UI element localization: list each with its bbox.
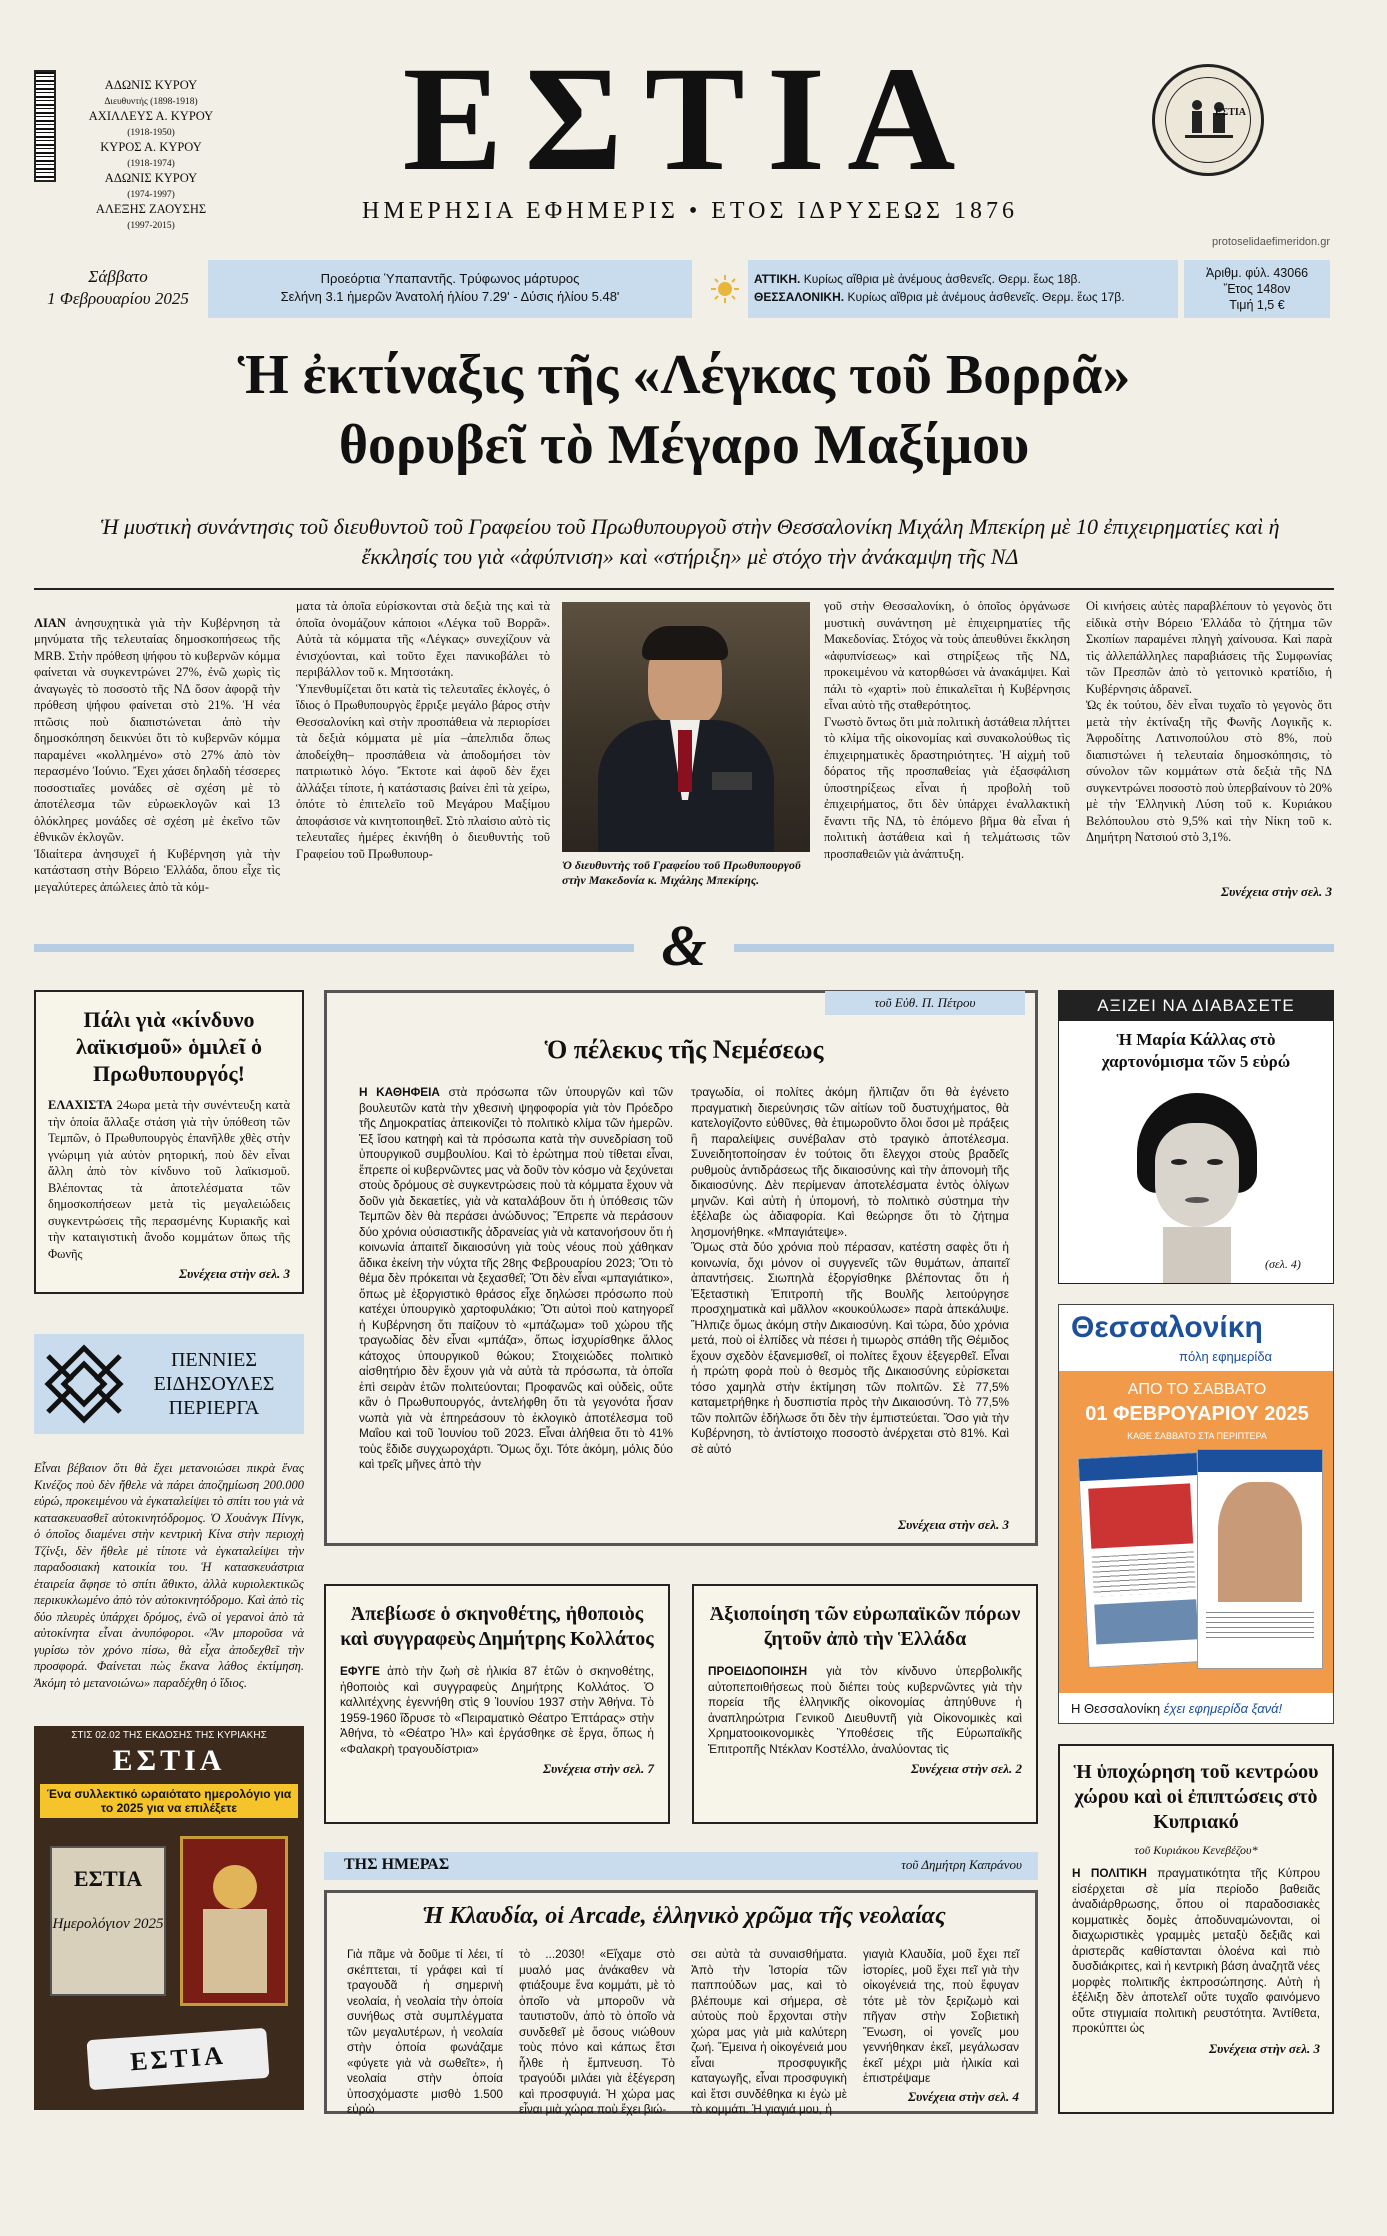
- masthead-title: ΕΣΤΙΑ: [402, 36, 978, 202]
- watermark: protoselidaefimeridon.gr: [1212, 236, 1331, 248]
- funds-box: [692, 1584, 1038, 1824]
- sun-icon: [710, 274, 740, 304]
- pennies-header: [34, 1334, 304, 1434]
- founder-3: ΚΥΡΟΣ Α. ΚΥΡΟΥ (1918-1974): [100, 140, 202, 169]
- of-the-day-title: Ἡ Κλαυδία, οἱ Arcade, ἑλληνικὸ χρῶμα τῆς νεολαίας: [422, 1903, 946, 1929]
- kollatos-text: ΕΦΥΓΕ ἀπὸ τὴν ζωὴ σὲ ἡλικία 87 ἐτῶν ὁ σκηνοθέτης, ἠθοποιὸς καὶ συγγραφεὺς Δημήτρης Κολλάτος. Ὁ καλλιτέχνης ἐγεννήθη στὶς 9 Ἰουνίου 1937 στὴν Ἀθήνα. Τὸ 1959-1960 ἵδρυσε τὸ «Πειραματικὸ Θέατρο Ἑπτάρας» στὴν Ἀθήνα, τὸ «Θέατρο Ἡλ» καὶ ἐργάσθηκε σὲ ἔργα, ὅπως ἡ «Φαλακρὴ τραγουδίστρια»: [340, 1664, 654, 1756]
- ad-brand: Θεσσαλονίκη: [1071, 1311, 1263, 1344]
- founder-2: ΑΧΙΛΛΕΥΣ Α. ΚΥΡΟΥ (1918-1950): [88, 109, 214, 138]
- founders-list: [62, 78, 240, 233]
- issue-date: 1 Φεβρουαρίου 2025: [47, 289, 189, 308]
- ad-footer-a: Η Θεσσαλονίκη: [1071, 1701, 1161, 1716]
- of-the-day-label: ΤΗΣ ΗΜΕΡΑΣ: [344, 1856, 450, 1873]
- funds-lead-word: ΠΡΟΕΙΔΟΠΟΙΗΣΗ: [708, 1664, 808, 1678]
- calendar-promo[interactable]: [34, 1726, 304, 2110]
- info-bar: [34, 256, 1330, 322]
- seal-figures-icon: [1177, 89, 1241, 153]
- lead-column-1: ΛΙΑΝ ἀνησυχητικὰ γιὰ τὴν Κυβέρνηση τὰ μηνύματα τῆς τελευταίας δημοσκοπήσεως τῆς MRB. Στὴν πρόθεση ψήφου τὸ κυβερνῶν κόμμα φαίνεται νὰ συγκεντρώνει 27%, ἐνῶ χωρὶς τὶς ἀναγωγὲς τὸ ποσοστὸ τῆς ΝΔ ὅσον ἀφορᾷ τὴν πρόθεση ψήφου φαίνεται στὸ 21%. Ἡ νέα πτῶσις ποὺ διαπιστώνεται ἀπὸ τὴν δημοσκόπηση δεικνύει ὅτι τὸ κυβερνῶν κόμμα παραμένει «κολλημένο» στὸ 27% ἀπὸ τὸν περασμένο Ἰούνιο. Ἔχει χάσει δηλαδὴ τέσσερες ποσοστιαῖες μονάδες σὲ σχέση μὲ τὸ ἀποτέλεσμα τῶν εὐρωεκλογῶν καὶ 13 ὁλόκληρες μονάδες σὲ σχέση μὲ ἐκεῖνο τῶν ἐθνικῶν ἐκλογῶν. Ἰδιαίτερα ἀνησυχεῖ ἡ Κυβέρνηση γιὰ τὴν κατάσταση στὴν Βόρειο Ἑλλάδα, ὅπου εἶχε τὶς μεγαλύτερες ἀπώλειες ἀπὸ τὰ κόμ-: [34, 615, 281, 894]
- cyprus-title: Ἡ ὑποχώρηση τοῦ κεντρώου χώρου καὶ οἱ ἐπιπτώσεις στὸ Κυπριακό: [1073, 1761, 1319, 1833]
- nemesis-lead-word: Η ΚΑΘΗΦΕΙΑ: [359, 1085, 440, 1099]
- cyprus-lead-word: Η ΠΟΛΙΤΙΚΗ: [1072, 1866, 1147, 1880]
- seal-text: ΕΣΤΙΑ: [1215, 107, 1246, 118]
- ad-paper-1: [1078, 1452, 1209, 1668]
- populism-title: Πάλι γιὰ «κίνδυνο λαϊκισμοῦ» ὁμιλεῖ ὁ Πρωθυπουργός!: [75, 1007, 263, 1086]
- lead-column-3: γοῦ στὴν Θεσσαλονίκη, ὁ ὁποῖος ὀργάνωσε μυστικὴ συνάντηση μὲ ἐπιχειρηματίες τῆς Μακεδονίας. Στόχος νὰ τοὺς ἀπευθύνει ἔκκληση «ἀφυπνίσεως» καὶ στηρίξεως τῆς ΝΔ, προκειμένου νὰ κατορθώσει νὰ ἀνακάμψει. Καὶ πάλι τὸ «χαρτὶ» ποὺ ἐπικαλεῖται ἡ Κυβέρνησις εἶναι αὐτὸ τῆς σταθερότητος. Γνωστὸ ὄντως ὅτι μιὰ πολιτικὴ ἀστάθεια πλήττει τὸ κλίμα τῆς οἰκονομίας καὶ συνακολούθως τὶς ἐπιχειρηματικὲς δραστηριότητες. Ἡ αἰχμὴ τοῦ δόρατος τῆς προσπαθείας γιὰ ἐξασφάλιση ὑποστηρίξεως εἶναι ἡ προβολὴ τοῦ ἐπιχειρήματος, ὅτι δὲν ὑπάρχει ἐναλλακτικὴ ἔναντι τῆς ΝΔ, τὸ ἑπόμενο βῆμα θὰ εἶναι ἡ πολιτικὴ ἀστάθεια καὶ ἡ τελμάτωσις τῶν προσπαθειῶν γιὰ ἀνάπτυξη.: [824, 599, 1070, 861]
- lead-rule: [34, 588, 1334, 590]
- separator-rule-left: [34, 944, 634, 952]
- kollatos-lead-word: ΕΦΥΓΕ: [340, 1664, 381, 1678]
- pennies-text: Εἶναι βέβαιον ὅτι θὰ ἔχει μετανοιώσει πικρὰ ἕνας Κινέζος ποὺ δὲν ἤθελε νὰ πάρει ἀποζημίωση 200.000 εὐρώ, προκειμένου νὰ ἐγκαταλείψει τὸ σπίτι του γιὰ νὰ κατασκευασθεῖ αὐτοκινητόδρομος. Ὁ Χουάνγκ Πίνγκ, ὁ ὁποῖος διαμένει στὴν κεντρικὴ Κίνα στὴν περιοχὴ Τζίνξι, δὲν ἤθελε μὲ τίποτε νὰ ἐγκαταλείψει τὴν παραδοσιακὴ κατοικία του. Ἡ κατασκευάστρια ἑταιρεία ἄφησε τὸ σπίτι ἄθικτο, ἀλλὰ κυριολεκτικῶς περικυκλωμένο ἀπὸ τὸν αὐτοκινητόδρομο. Καὶ ἀπὸ τὶς δύο πλευρὲς ὑπάρχει δρόμος, ἐνῶ οἱ γερανοὶ ἀπὸ τὰ αὐτοκίνητα εἶναι ἀνυπόφοροι. «Ἂν μποροῦσα νὰ γυρίσω τὸν χρόνο πίσω, θὰ εἶχα ἀποδεχθεῖ τὴν προσφορά. Φαίνεται πὼς ἔκανα λάθος ἐκτίμηση. Ἀκόμη τὸ μετανοιώνω» παραδέχθη ὁ ἴδιος.: [34, 1461, 304, 1690]
- issue-number: Ἀριθμ. φύλ. 43066: [1205, 266, 1309, 280]
- promo-top-text: ΣΤΙΣ 02.02 ΤΗΣ ΕΚΔΟΣΗΣ ΤΗΣ ΚΥΡΙΑΚΗΣ: [71, 1730, 267, 1741]
- lead-headline-line-2: θορυβεῖ τὸ Μέγαρο Μαξίμου: [338, 414, 1030, 476]
- kollatos-title: Ἀπεβίωσε ὁ σκηνοθέτης, ἠθοποιὸς καὶ συγγραφεὺς Δημήτρης Κολλάτος: [340, 1603, 654, 1650]
- of-the-day-column-1: Γιὰ πᾶμε νὰ δοῦμε τί λέει, τί σκέπτεται, τί γράφει καὶ τί τραγουδᾶ ἡ σημερινὴ νεολαία, ἡ νεολαία τὴν ὁποία συνήθως στὰ συμπλέγματα τῶν μεγαλυτέρων, ἡ νεολαία στὴν ὁποία φωνάζαμε «φύγετε γιὰ νὰ σωθεῖτε», ἡ νεολαία στὴν ὁποία ὑποσχόμαστε μισθὸ 1.500 εὐρὼ: [347, 1947, 503, 2116]
- lead-headline-line-1: Ἡ ἐκτίναξις τῆς «Λέγκας τοῦ Βορρᾶ»: [237, 344, 1131, 406]
- of-the-day-article: [324, 1890, 1038, 2114]
- ad-header: [1059, 1305, 1334, 1371]
- populism-lead-word: ΕΛΑΧΙΣΤΑ: [48, 1098, 113, 1112]
- funds-continue[interactable]: Συνέχεια στὴν σελ. 2: [911, 1761, 1022, 1776]
- separator-ampersand: &: [661, 913, 707, 978]
- saints-text: Προεόρτια Ὑπαπαντῆς. Τρύφωνος μάρτυρος: [320, 271, 580, 286]
- issue-day: Σάββατο: [88, 267, 148, 286]
- ad-paper-2: [1197, 1449, 1323, 1669]
- issue-year: Ἔτος 148ον: [1223, 282, 1291, 296]
- moon-text: Σελήνη 3.1 ἡμερῶν Ἀνατολή ἡλίου 7.29' - Δύσις ἡλίου 5.48': [280, 289, 620, 304]
- ad-line-2: 01 ΦΕΒΡΟΥΑΡΙΟΥ 2025: [1085, 1403, 1309, 1425]
- promo-icon-panel: [180, 1836, 288, 2006]
- almanac-block: [208, 260, 692, 318]
- promo-title: ΕΣΤΙΑ: [112, 1744, 226, 1777]
- promo-newspaper-roll: [86, 2028, 269, 2090]
- nemesis-byline: τοῦ Εὐθ. Π. Πέτρου: [825, 991, 1025, 1015]
- weather-block: [748, 260, 1178, 318]
- lead-continue[interactable]: Συνέχεια στὴν σελ. 3: [1221, 884, 1332, 899]
- ad-line-1: ΑΠΟ ΤΟ ΣΑΒΒΑΤΟ: [1127, 1381, 1267, 1398]
- lead-column-2: ματα τὰ ὁποῖα εὑρίσκονται στὰ δεξιὰ της καὶ τὰ ὁποῖα ὀνομάζουν κάποιοι «Λέγκα τοῦ Βορρᾶ». Αὐτὰ τὰ κόμματα τῆς «Λέγκας» συνεχίζουν νὰ ἐνισχύονται, καὶ τοῦτο ἔχει πανικοβάλει τὸ περιβάλλον τοῦ κ. Μητσοτάκη. Ὑπενθυμίζεται ὅτι κατὰ τὶς τελευταῖες ἐκλογές, ὁ ἴδιος ὁ Πρωθυπουργὸς ἔρριξε μεγάλο βάρος στὴν Θεσσαλονίκη καὶ στὴν προσπάθεια νὰ περιορίσει τὰ δεξιὰ κόμματα μὲ μία –ἀπελπιδα ὅπως ἀποδείχθη– προσπάθεια νὰ ἀποδομήσει τὸν πατριωτικὸ λόγο. Ἔκτοτε καὶ ἀφοῦ δὲν ἔχει ἀλλάξει τίποτε, ἡ κατάστασις βαίνει ἐπὶ τὰ χείρω, ὁπότε τὸ ἐπιτελεῖο τοῦ Μεγάρου Μαξίμου ἀποφάσισε νὰ κινητοποιηθεῖ. Στὸ πλαίσιο αὐτὸ τὶς τελευταῖες ἡμέρες ἐκινήθη ὁ διευθυντὴς τοῦ Γραφείου τοῦ Πρωθυπουρ-: [296, 599, 550, 861]
- of-the-day-column-3: σει αὐτὰ τὰ συναισθήματα. Ἀπὸ τὴν Ἱστορία τῶν παππούδων μας, καὶ τὸ βλέπουμε καὶ σήμερα, σὲ αὐτοὺς ποὺ ἔρχονται στὴν χώρα μας γιὰ μιὰ καλύτερη ζωή. Ἔμεινα ἡ οἰκογένειά μου εἶναι προσφυγικῆς καταγωγῆς, εἶναι προσφυγικὴ καὶ ἔτσι συνδέθηκα κι ἐγὼ μὲ τὸ κομμάτι. Ἡ γιαγιά μου, ἡ: [691, 1947, 847, 2116]
- issue-block: [1184, 260, 1330, 318]
- promo-book-title: ΕΣΤΙΑ: [73, 1866, 143, 1891]
- worth-reading-label: ΑΞΙΖΕΙ ΝΑ ΔΙΑΒΑΣΕΤΕ: [1059, 991, 1333, 1021]
- lead-headline: [34, 340, 1334, 480]
- ad-brand-sub: πόλη εφημερίδα: [1179, 1349, 1273, 1364]
- barcode: [34, 70, 56, 182]
- nemesis-column-1: Η ΚΑΘΗΦΕΙΑ στὰ πρόσωπα τῶν ὑπουργῶν καὶ τῶν βουλευτῶν κατὰ τὴν χθεσινὴ ψηφοφορία γιὰ τὸν Πρόεδρο τῆς Δημοκρατίας ἀπεικονίζει τὸ πολιτικὸ κλίμα τῶν ἡμερῶν. Ἐξ ἴσου κατηφὴ καὶ τὰ πρόσωπα κατὰ τὴν συνεδρίαση τοῦ ὑπουργικοῦ συμβουλίου. Καὶ τὸ ἐρώτημα ποὺ τίθεται εἶναι, ἔπρεπε οἱ κυβερνῶντες μας νὰ δοῦν τὸν κόσμο νὰ ξεχύνεται στοὺς δρόμους σὲ συγκεντρώσεις ποὺ τὰ κόμματα ἔχουν νὰ δοῦν γιὰ δεκαετίες, γιὰ νὰ καταλάβουν ὅτι ἡ ὑπόθεσις τῶν Τεμπῶν δὲν θὰ περάσει ἀνώδυνος; Ἔπρεπε νὰ περάσουν δύο χρόνια οὐσιαστικῆς ἀδρανείας γιὰ νὰ κατανοήσουν ὅτι ἡ κοινωνία ἀπαιτεῖ δικαιοσύνη γιὰ τοὺς νέους ποὺ χάθηκαν ἄδικα ἐκείνη τὴν νύχτα τῆς 28ης Φεβρουαρίου 2023; Ὅτι τὸ θέμα δὲν πρόκειται νὰ ξεχασθεῖ; Ὅτι δὲν εἶναι «μπαγιάτικο», ὅπως μὲ ἐξοργιστικὸ θράσος εἶχε δηλώσει πρόσωπο ποὺ κατέχει ὑπουργικὸ χαρτοφυλάκιο; Ὅτι αὐτοὶ ποὺ κατηγορεῖ ἡ Κυβέρνηση ὅτι παίζουν τὸ «μπάζωμα» τοῦ χώρου τῆς τραγωδίας δὲν εἶναι «μπάζα», ὅπως ἰσχυρίσθηκε ἄλλος κάτοχος ὑπουργικοῦ θώκου; Στοιχειώδες πολιτικὸ αἰσθητήριο δὲν ἔχουν γιὰ νὰ αὐτὰ τὰ πρόσωπα, τὰ ὁποῖα ἐπὶ σειρὰν ἐτῶν πολιτεύονται; Προφανῶς καὶ οὐδεὶς, οὔτε κἂν ὁ Πρωθυπουργός, ἀντελήφθη ὅτι τὰ γεγονότα ἦσαν νωπὰ γιὰ νὰ ἐπηρεάσουν τὸ ἐκλογικὸ ἀποτέλεσμα τοῦ Μαΐου καὶ τοῦ Ἰουνίου τοῦ 2023. Εἶναι ἀλήθεια ὅτι τὸ 41% τοὺς ἔδιδε συγχωροχάρτι. Ὅμως ὄχι. Τότε ἀκόμη, μόλις δύο καὶ τρεῖς μῆνες ἀπὸ τὴν: [359, 1085, 673, 1471]
- founder-1: ΑΔΩΝΙΣ ΚΥΡΟΥ Διευθυντής (1898-1918): [104, 78, 198, 107]
- founder-5: ΑΛΕΞΗΣ ΖΑΟΥΣΗΣ (1997-2015): [95, 202, 207, 231]
- lead-photo-caption: Ὁ διευθυντὴς τοῦ Γραφείου τοῦ Πρωθυπουργοῦ στὴν Μακεδονία κ. Μιχάλης Μπεκίρης.: [562, 858, 801, 887]
- of-the-day-column-4: γιαγιὰ Κλαυδία, μοῦ ἔχει πεῖ ἱστορίες, μοῦ ἔχει πεῖ γιὰ τὴν οἰκογένειά της, ποὺ ἔφυγαν τότε μὲ τὸν ξεριζωμὸ καὶ πῆγαν στὴν Σοβιετικὴ Ἕνωση, οἱ γονεῖς μου γεννήθηκαν ἐκεῖ, μεγάλωσαν ἐκεῖ μέχρι μιὰ ἡλικία καὶ ἐπιστρέψαμε: [863, 1947, 1019, 2085]
- worth-reading-continue: (σελ. 4): [1265, 1257, 1301, 1271]
- kollatos-box: [324, 1584, 670, 1824]
- cyprus-box: [1058, 1744, 1334, 2114]
- of-the-day-column-2: τὸ ...2030! «Εἴχαμε στὸ μυαλό μας ἀνάκαθεν νὰ φτιάξουμε ἕνα κομμάτι, μὲ τὸ ὁποῖο νὰ μποροῦν νὰ ταυτιστοῦν, ἀπὸ τὸ ὁποῖο νὰ συνδεθεῖ μὲ ὅσους νιώθουν τοὺς πόνο καὶ κάπως ἔτσι ἦλθε ἡ ἔμπνευση. Τὸ τραγούδι μιλάει γιὰ ἐξέγερση καὶ προσφυγιά. Ἡ χώρα μας εἶναι μιὰ χώρα ποὺ ἔχει βιώ-: [519, 1947, 675, 2116]
- of-the-day-continue[interactable]: Συνέχεια στὴν σελ. 4: [908, 2089, 1019, 2104]
- cyprus-text: Η ΠΟΛΙΤΙΚΗ πραγματικότητα τῆς Κύπρου εἰσέρχεται σὲ μία περίοδο βαθειᾶς ἀναδιάρθρωσης, ὅπου οἱ παραδοσιακὲς κομματικὲς δομὲς ἀποδυναμώνονται, οἱ διαχωριστικὲς γραμμὲς μεταξὺ δεξιᾶς καὶ ἀριστερᾶς καθίστανται ὁλοένα καὶ πιὸ δυσδιάκριτες, καὶ ἡ κεντρικὴ βάση ἀναζητᾶ νέες μορφὲς πολιτικῆς ἐκπροσώπησης. Αὐτὴ ἡ ἐξέλιξη δὲν ἀποτελεῖ οὔτε τυχαῖο φαινόμενο οὔτε στιγμιαία πολιτικὴ ρευστότητα. Ἀντίθετα, προκύπτει ὡς: [1072, 1866, 1321, 2035]
- populism-text: ΕΛΑΧΙΣΤΑ 24ωρα μετὰ τὴν συνέντευξη κατὰ τὴν ὁποία ἄλλαξε στάση γιὰ τὴν ὑπόθεση τῶν Τεμπῶν, ὁ Πρωθυπουργὸς ἐπανῆλθε χθὲς στὴν γνώριμη γιὰ αὐτὸν ρητορική, ποὺ δὲν εἶναι ἄλλη ἀπὸ τὸν κίνδυνο τοῦ λαϊκισμοῦ. Βλέποντας τὰ ἀποτελέσματα τῶν δημοσκοπήσεων μετὰ τὶς μεγαλειώδεις συγκεντρώσεις τῆς περασμένης Κυριακῆς καὶ τὴν καταιγιστικὴ ἄνοδο κομμάτων ὅπως τῆς Φωνῆς: [48, 1098, 290, 1261]
- ad-line-3: ΚΑΘΕ ΣΑΒΒΑΤΟ ΣΤΑ ΠΕΡΙΠΤΕΡΑ: [1127, 1431, 1267, 1441]
- lead-subhead: Ἡ μυστικὴ συνάντησις τοῦ διευθυντοῦ τοῦ Γραφείου τοῦ Πρωθυπουργοῦ στὴν Θεσσαλονίκη Μιχάλη Μπεκίρη μὲ 10 ἐπιχειρηματίες καὶ ἡ ἔκκλησίς του γιὰ «ἀφύπνιση» καὶ «στήριξη» μὲ στόχο τὴν ἀνάκαμψη τῆς ΝΔ: [100, 514, 1280, 569]
- ad-footer-b: έχει εφημερίδα ξανά!: [1163, 1701, 1283, 1716]
- callas-portrait: [1117, 1089, 1277, 1279]
- lead-column-4: Οἱ κινήσεις αὐτὲς παραβλέπουν τὸ γεγονὸς ὅτι εἰδικὰ στὴν Βόρειο Ἑλλάδα τὸ ζήτημα τῶν Σκοπίων παραμένει πληγὴ χαίνουσα. Καὶ παρὰ τὶς ἀλλεπάλληλες παραβιάσεις τῆς Συμφωνίας τῶν Πρεσπῶν ἀπὸ τὸ γειτονικὸ κρατίδιο, ἡ Κυβέρνησις ἀδρανεῖ. Ὡς ἐκ τούτου, δὲν εἶναι τυχαῖο τὸ γεγονὸς ὅτι μετὰ τὴν ἐκτίναξη τῆς Φωνῆς Λογικῆς κ. Ἀφροδίτης Λατινοπούλου στὸ 8%, ποὺ διαπιστώνει ἡ τελευταία δημοσκόπησις, τὸ σύνολον τῶν κομμάτων στὰ δεξιὰ τῆς ΝΔ συγκεντρώνει ποσοστὸ ποὺ ὑπερβαίνουν τὸ 20% μὲ τὴν Ἑλληνικὴ Λύση τοῦ κ. Κυριάκου Βελόπουλου στὸ 9,5% καὶ τὴν Νίκη τοῦ κ. Δημήτρη Νατσιού στὸ 3,1%.: [1086, 599, 1332, 844]
- weather-thessaloniki: ΘΕΣΣΑΛΟΝΙΚΗ. Κυρίως αἴθρια μὲ ἀνέμους ἀσθενεῖς. Θερμ. ἕως 17β.: [754, 290, 1125, 304]
- weather-attica: ΑΤΤΙΚΗ. Κυρίως αἴθρια μὲ ἀνέμους ἀσθενεῖς. Θερμ. ἕως 18β.: [754, 272, 1081, 286]
- promo-paper-title: ΕΣΤΙΑ: [129, 2040, 227, 2077]
- cyprus-byline: τοῦ Κυριάκου Κενεβέζου*: [1134, 1843, 1258, 1857]
- founder-4: ΑΔΩΝΙΣ ΚΥΡΟΥ (1974-1997): [104, 171, 198, 200]
- seal-logo: [1152, 64, 1264, 176]
- masthead-subtitle: ΗΜΕΡΗΣΙΑ ΕΦΗΜΕΡΙΣ • ΕΤΟΣ ΙΔΡΥΣΕΩΣ 1876: [362, 198, 1018, 224]
- kollatos-continue[interactable]: Συνέχεια στὴν σελ. 7: [543, 1761, 654, 1776]
- promo-banner: Ένα συλλεκτικό ωραιότατο ημερολόγιο για το 2025 για να επιλέξετε: [40, 1784, 298, 1818]
- promo-book-subtitle: Ημερολόγιον 2025: [52, 1916, 164, 1932]
- worth-reading-box[interactable]: [1058, 990, 1334, 1284]
- ornament-icon: [40, 1342, 128, 1426]
- issue-price: Τιμή 1,5 €: [1229, 298, 1285, 312]
- nemesis-continue[interactable]: Συνέχεια στὴν σελ. 3: [898, 1517, 1009, 1532]
- cyprus-continue[interactable]: Συνέχεια στὴν σελ. 3: [1209, 2040, 1320, 2056]
- populism-continue[interactable]: Συνέχεια στὴν σελ. 3: [179, 1266, 290, 1281]
- lead-drop-word: ΛΙΑΝ: [34, 615, 66, 630]
- of-the-day-byline: τοῦ Δημήτρη Καπράνου: [901, 1857, 1022, 1872]
- funds-title: Ἀξιοποίηση τῶν εὐρωπαϊκῶν πόρων ζητοῦν ἀπὸ τὴν Ἑλλάδα: [709, 1603, 1021, 1650]
- nemesis-title: Ὁ πέλεκυς τῆς Νεμέσεως: [544, 1035, 824, 1064]
- lead-photo: [562, 602, 810, 852]
- populism-box: [34, 990, 304, 1294]
- of-the-day-bar: [324, 1852, 1038, 1880]
- separator-rule-right: [734, 944, 1334, 952]
- thessaloniki-ad[interactable]: [1058, 1304, 1334, 1724]
- worth-reading-title: Ἡ Μαρία Κάλλας στὸ χαρτονόμισμα τῶν 5 εὐρώ: [1101, 1030, 1291, 1071]
- funds-text: ΠΡΟΕΙΔΟΠΟΙΗΣΗ γιὰ τὸν κίνδυνο ὑπερβολικῆς αὐτοπεποιθήσεως ποὺ διέπει τοὺς κυβερνῶντες γιὰ τὴν πορεία τῆς ἑλληνικῆς οἰκονομίας ἀπηύθυνε ἡ ἀναπληρώτρια Γενικοῦ Διευθυντῆ γιὰ Οἰκονομικὲς καὶ Χρηματοοικονομικὲς Ὑποθέσεις τῆς Εὐρωπαϊκῆς Ἐπιτροπῆς Ντέκλαν Κοστέλλο, ἀναλύοντας τὶς: [708, 1664, 1022, 1756]
- pennies-title: ΠΕΝΝΙΕΣ ΕΙΔΗΣΟΥΛΕΣ ΠΕΡΙΕΡΓΑ: [153, 1349, 275, 1419]
- ad-footer: [1059, 1693, 1334, 1724]
- nemesis-article: [324, 990, 1038, 1546]
- nemesis-column-2: τραγωδία, οἱ πολίτες ἀκόμη ἤλπιζαν ὅτι θὰ ἐγένετο πραγματικὴ διερεύνησις τῶν αἰτίων τοῦ δυστυχήματος, θὰ κατελογίζοντο εὐθῦνες, θὰ ἐτιμωροῦντο ὅλοι ὅσοι μὲ πράξεις ἢ παραλείψεις συνέβαλαν στὸ τραγικὸ ἀποτέλεσμα. Συνειδητοποίησαν ἐν τούτοις ὅτι ἔλεγχοι στοὺς βραδεῖς ρυθμοὺς ἀντιδράσεως τῆς δικαιοσύνης καὶ τὴν ἀπονομὴ τῆς δικαιοσύνης. Δὲν περίμεναν ἀποτελέσματα ἐντὸς ὀλίγων μηνῶν. Καὶ αὐτὴ ἡ ὑπομονή, τὸ πολιτικὸ σύστημα τὴν ἐξέλαβε ὡς ἀδιαφορία. Καὶ θεώρησε ὅτι τὸ ζήτημα λησμονήθηκε. «Μπαγιάτεψε». Ὅμως στὰ δύο χρόνια ποὺ πέρασαν, κατέστη σαφὲς ὅτι ἡ κοινωνία, ὄχι μόνον οἱ συγγενεῖς τῶν θυμάτων, ἀπαιτεῖ ἀπαντήσεις. Σιωπηλὰ ἐξοργίσθηκε βλέποντας ὅτι ἡ Ἐξεταστικὴ Ἐπιτροπὴ τῆς Βουλῆς λειτούργησε προσχηματικὰ καὶ μᾶλλον «κουκούλωσε» παρὰ ἀπεκάλυψε. Ἤλπιζε ὅμως ἀκόμη στὴν Δικαιοσύνη. Καὶ τώρα, δύο χρόνια μετά, ποὺ οἱ ἐλπίδες νὰ πέσει ἡ τιμωρὸς σπάθη τῆς Θέμιδος ἔχουν σχεδὸν ἐξανεμισθεῖ, οἱ πολίτες ἔχουν ἐξεγερθεῖ. Εἶναι ἡ πρώτη φορὰ ποὺ ὁ θεσμὸς τῆς Δικαιοσύνης εὑρίσκεται τόσο χαμηλὰ στὴν ἐκτίμηση τῶν πολιτῶν. Σὲ 77,5% καταμετρήθηκε ἡ δυσπιστία πρὸς τὴν Δικαιοσύνη. Τὸ 77,5% τῶν πολιτῶν ἐδήλωσε ὅτι δὲν τὴν ἐμπιστεύεται. Ὅσο γιὰ τὴν Κυβέρνηση, τὸ ἀντίστοιχο ποσοστὸ ἀνέρχεται στὸ 81%. Καὶ σὲ αὐτό: [691, 1085, 1009, 1456]
- promo-book: [50, 1846, 166, 1996]
- date-block: [34, 256, 202, 322]
